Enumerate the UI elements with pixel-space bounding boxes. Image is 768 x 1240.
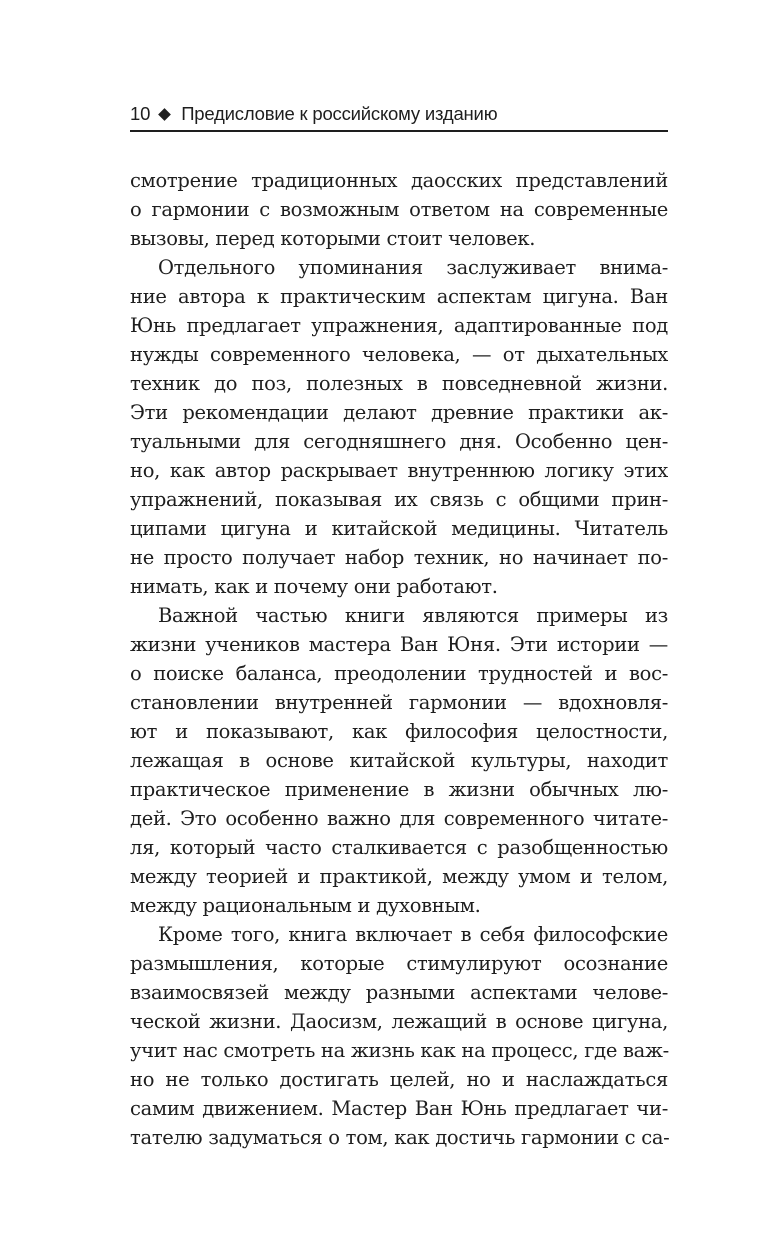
text-line: Кроме того, книга включает в себя философские <box>158 923 668 946</box>
text-line: между рациональным и духовным. <box>130 894 481 917</box>
text-line: размышления, которые стимулируют осознание <box>130 952 668 975</box>
paragraph <box>130 601 668 920</box>
text-line: нимать, как и почему они работают. <box>130 575 498 598</box>
text-line: о поиске баланса, преодолении трудностей и вос- <box>130 662 668 685</box>
text-line: смотрение традиционных даосских представлений <box>130 169 668 192</box>
text-line: практическое применение в жизни обычных лю- <box>130 778 668 801</box>
text-line: тателю задуматься о том, как достичь гармонии с са- <box>130 1126 670 1149</box>
text-line: не просто получает набор техник, но начинает по- <box>130 546 668 569</box>
text-line: упражнений, показывая их связь с общими прин- <box>130 488 668 511</box>
text-line: дей. Это особенно важно для современного читате- <box>130 807 668 830</box>
text-line: техник до поз, полезных в повседневной жизни. <box>130 372 668 395</box>
body-text <box>130 166 668 1152</box>
text-line: между теорией и практикой, между умом и телом, <box>130 865 668 888</box>
text-line: ческой жизни. Даосизм, лежащий в основе цигуна, <box>130 1010 668 1033</box>
text-line: Отдельного упоминания заслуживает внима- <box>158 256 668 279</box>
text-line: но не только достигать целей, но и наслаждаться <box>130 1068 668 1091</box>
chapter-title: Предисловие к российскому изданию <box>181 103 498 124</box>
text-line: нужды современного человека, — от дыхательных <box>130 343 668 366</box>
text-line: взаимосвязей между разными аспектами челове- <box>130 981 668 1004</box>
text-line: жизни учеников мастера Ван Юня. Эти истории — <box>130 633 668 656</box>
diamond-ornament-icon <box>158 108 171 121</box>
text-line: Юнь предлагает упражнения, адаптированные под <box>130 314 668 337</box>
paragraph <box>130 253 668 601</box>
text-line: становлении внутренней гармонии — вдохновля- <box>130 691 668 714</box>
text-line: Важной частью книги являются примеры из <box>158 604 668 627</box>
running-header <box>130 100 668 128</box>
text-line: туальными для сегодняшнего дня. Особенно цен- <box>130 430 668 453</box>
paragraph <box>130 920 668 1152</box>
text-line: учит нас смотреть на жизнь как на процесс, где важ- <box>130 1039 669 1062</box>
text-line: лежащая в основе китайской культуры, находит <box>130 749 668 772</box>
text-line: о гармонии с возможным ответом на современные <box>130 198 668 221</box>
text-line: но, как автор раскрывает внутреннюю логику этих <box>130 459 668 482</box>
page-number: 10 <box>130 103 151 124</box>
paragraph <box>130 166 668 253</box>
text-line: вызовы, перед которыми стоит человек. <box>130 227 536 250</box>
text-line: ние автора к практическим аспектам цигуна. Ван <box>130 285 668 308</box>
text-line: ля, который часто сталкивается с разобщенностью <box>130 836 668 859</box>
text-line: самим движением. Мастер Ван Юнь предлагает чи- <box>130 1097 668 1120</box>
text-line: ципами цигуна и китайской медицины. Читатель <box>130 517 668 540</box>
text-line: ют и показывают, как философия целостности, <box>130 720 668 743</box>
text-line: Эти рекомендации делают древние практики ак- <box>130 401 668 424</box>
header-rule <box>130 130 668 132</box>
